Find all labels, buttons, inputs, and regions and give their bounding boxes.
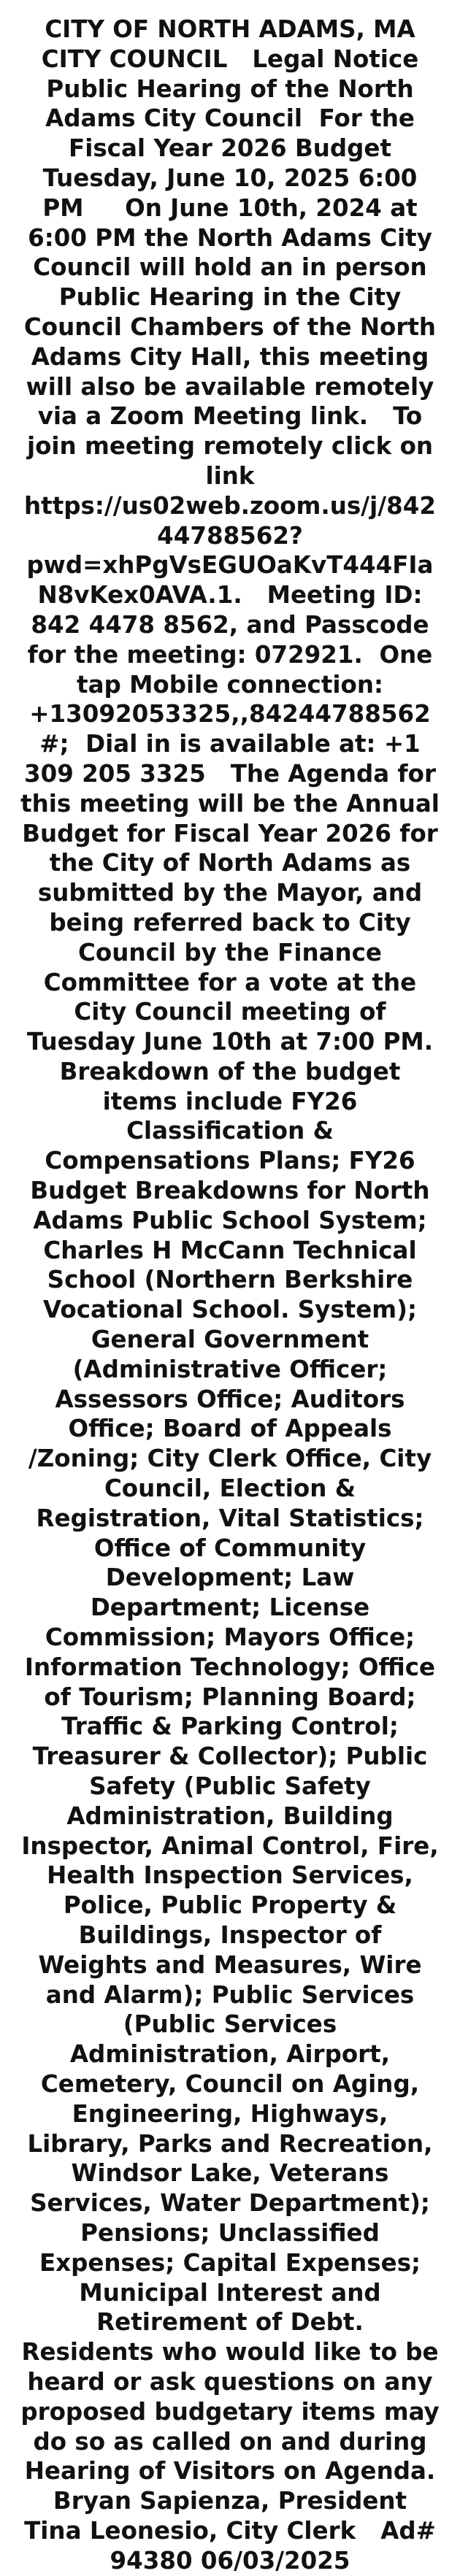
legal-notice-text: CITY OF NORTH ADAMS, MA CITY COUNCIL Legal Notice Public Hearing of the North Adams City Council For the Fiscal Year 2026 Budget Tuesday, June 10, 2025 6:00 PM On June 10th, 2024 at 6:00 PM the North Adams City Council will hold an in person Public Hearing in the City Council Chambers of the North Adams City Hall, this meeting will also be available remotely via a Zoom Meeting link. To join meeting remotely click on link https://us02web.zoom.us/j/84244788562?pwd=xhPgVsEGUOaKvT444FIaN8vKex0AVA.1. Meeting ID: 842 4478 8562, and Passcode for the meeting: 072921. One tap Mobile connection: +13092053325,,84244788562#; Dial in is available at: +1 309 205 3325 The Agenda for this meeting will be the Annual Budget for Fiscal Year 2026 for the City of North Adams as submitted by the Mayor, and being referred back to City Council by the Finance Committee for a vote at the City Council meeting of Tuesday June 10th at 7:00 PM. Breakdown of the budget items include FY26 Classification & Compensations Plans; FY26 Budget Breakdowns for North Adams Public School System; Charles H McCann Technical School (Northern Berkshire Vocational School. System); General Government (Administrative Officer; Assessors Office; Auditors Office; Board of Appeals /Zoning; City Clerk Office, City Council, Election & Registration, Vital Statistics; Office of Community Development; Law Department; License Commission; Mayors Office; Information Technology; Office of Tourism; Planning Board; Traffic & Parking Control; Treasurer & Collector); Public Safety (Public Safety Administration, Building Inspector, Animal Control, Fire, Health Inspection Services, Police, Public Property & Buildings, Inspector of Weights and Measures, Wire and Alarm); Public Services (Public Services Administration, Airport, Cemetery, Council on Aging, Engineering, Highways, Library, Parks and Recreation, Windsor Lake, Veterans Services, Water Department); Pensions; Unclassified Expenses; Capital Expenses; Municipal Interest and Retirement of Debt. Residents who would like to be heard or ask questions on any proposed budgetary items may do so as called on and during Hearing of Visitors on Agenda. Bryan Sapienza, President Tina Leonesio, City Clerk Ad# 94380 06/03/2025 [20,15,459,2575]
